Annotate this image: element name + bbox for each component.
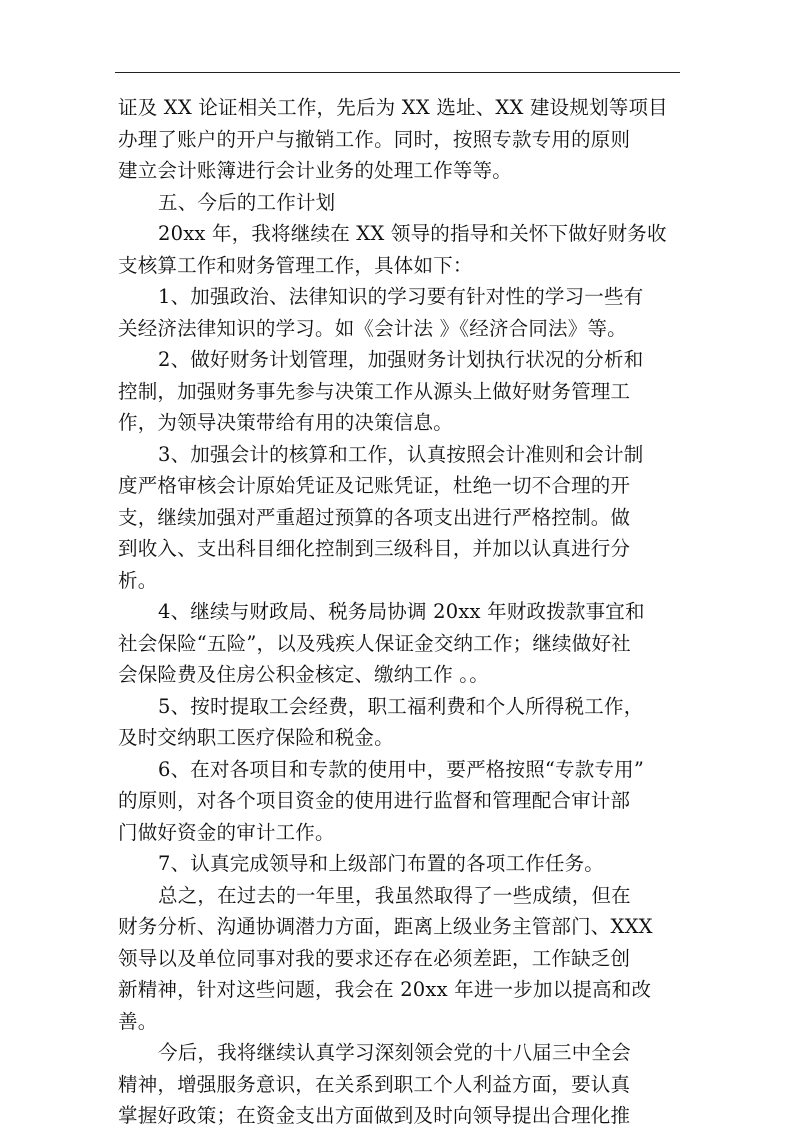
text-line: 7、认真完成领导和上级部门布置的各项工作任务。 — [158, 852, 605, 875]
text-line: 2、做好财务计划管理，加强财务计划执行状况的分析和 — [158, 348, 644, 371]
text-line: 的原则，对各个项目资金的使用进行监督和管理配合审计部 — [118, 789, 631, 812]
text-line: 及时交纳职工医疗保险和税金。 — [118, 726, 394, 749]
header-rule — [115, 72, 680, 73]
text-line: 今后，我将继续认真学习深刻领会党的十八届三中全会 — [158, 1041, 631, 1064]
text-line: 总之，在过去的一年里，我虽然取得了一些成绩，但在 — [158, 883, 631, 907]
text-line: 办理了账户的开户与撤销工作。同时，按照专款专用的原则 — [118, 127, 631, 151]
text-line: 控制，加强财务事先参与决策工作从源头上做好财务管理工 — [118, 379, 631, 403]
text-line: 善。 — [118, 1009, 158, 1033]
text-line: 6、在对各项目和专款的使用中，要严格按照“专款专用” — [158, 757, 645, 781]
text-line: 财务分析、沟通协调潜力方面，距离上级业务主管部门、XXX — [118, 915, 653, 938]
text-line: 支，继续加强对严重超过预算的各项支出进行严格控制。做 — [118, 505, 631, 529]
text-line: 析。 — [118, 568, 158, 592]
text-line: 社会保险“五险”，以及残疾人保证金交纳工作；继续做好社 — [118, 631, 631, 655]
document-body — [118, 92, 678, 1132]
text-line: 4、继续与财政局、税务局协调 20xx 年财政拨款事宜和 — [158, 600, 645, 623]
text-line: 五、今后的工作计划 — [158, 190, 336, 214]
text-line: 领导以及单位同事对我的要求还存在必须差距，工作缺乏创 — [118, 946, 631, 970]
text-line: 门做好资金的审计工作。 — [118, 820, 335, 844]
text-line: 作，为领导决策带给有用的决策信息。 — [118, 411, 453, 434]
text-line: 新精神，针对这些问题，我会在 20xx 年进一步加以提高和改 — [118, 978, 652, 1001]
text-line: 精神，增强服务意识，在关系到职工个人利益方面，要认真 — [118, 1072, 631, 1096]
text-line: 3、加强会计的核算和工作，认真按照会计准则和会计制 — [158, 442, 644, 466]
text-line: 1、加强政治、法律知识的学习要有针对性的学习一些有 — [158, 285, 644, 308]
text-line: 5、按时提取工会经费，职工福利费和个人所得税工作， — [158, 694, 644, 718]
text-line: 建立会计账簿进行会计业务的处理工作等等。 — [118, 159, 513, 182]
text-line: 会保险费及住房公积金核定、缴纳工作 。。 — [118, 663, 489, 686]
text-line: 关经济法律知识的学习。如《会计法 》《经济合同法》等。 — [118, 316, 627, 340]
text-line: 到收入、支出科目细化控制到三级科目，并加以认真进行分 — [118, 537, 631, 560]
text-line: 20xx 年，我将继续在 XX 领导的指导和关怀下做好财务收 — [158, 222, 667, 245]
text-line: 支核算工作和财务管理工作，具体如下： — [118, 253, 473, 277]
text-line: 掌握好政策；在资金支出方面做到及时向领导提出合理化推 — [118, 1104, 631, 1127]
text-line: 证及 XX 论证相关工作，先后为 XX 选址、XX 建设规划等项目 — [118, 96, 668, 119]
text-line: 度严格审核会计原始凭证及记账凭证，杜绝一切不合理的开 — [118, 474, 631, 497]
